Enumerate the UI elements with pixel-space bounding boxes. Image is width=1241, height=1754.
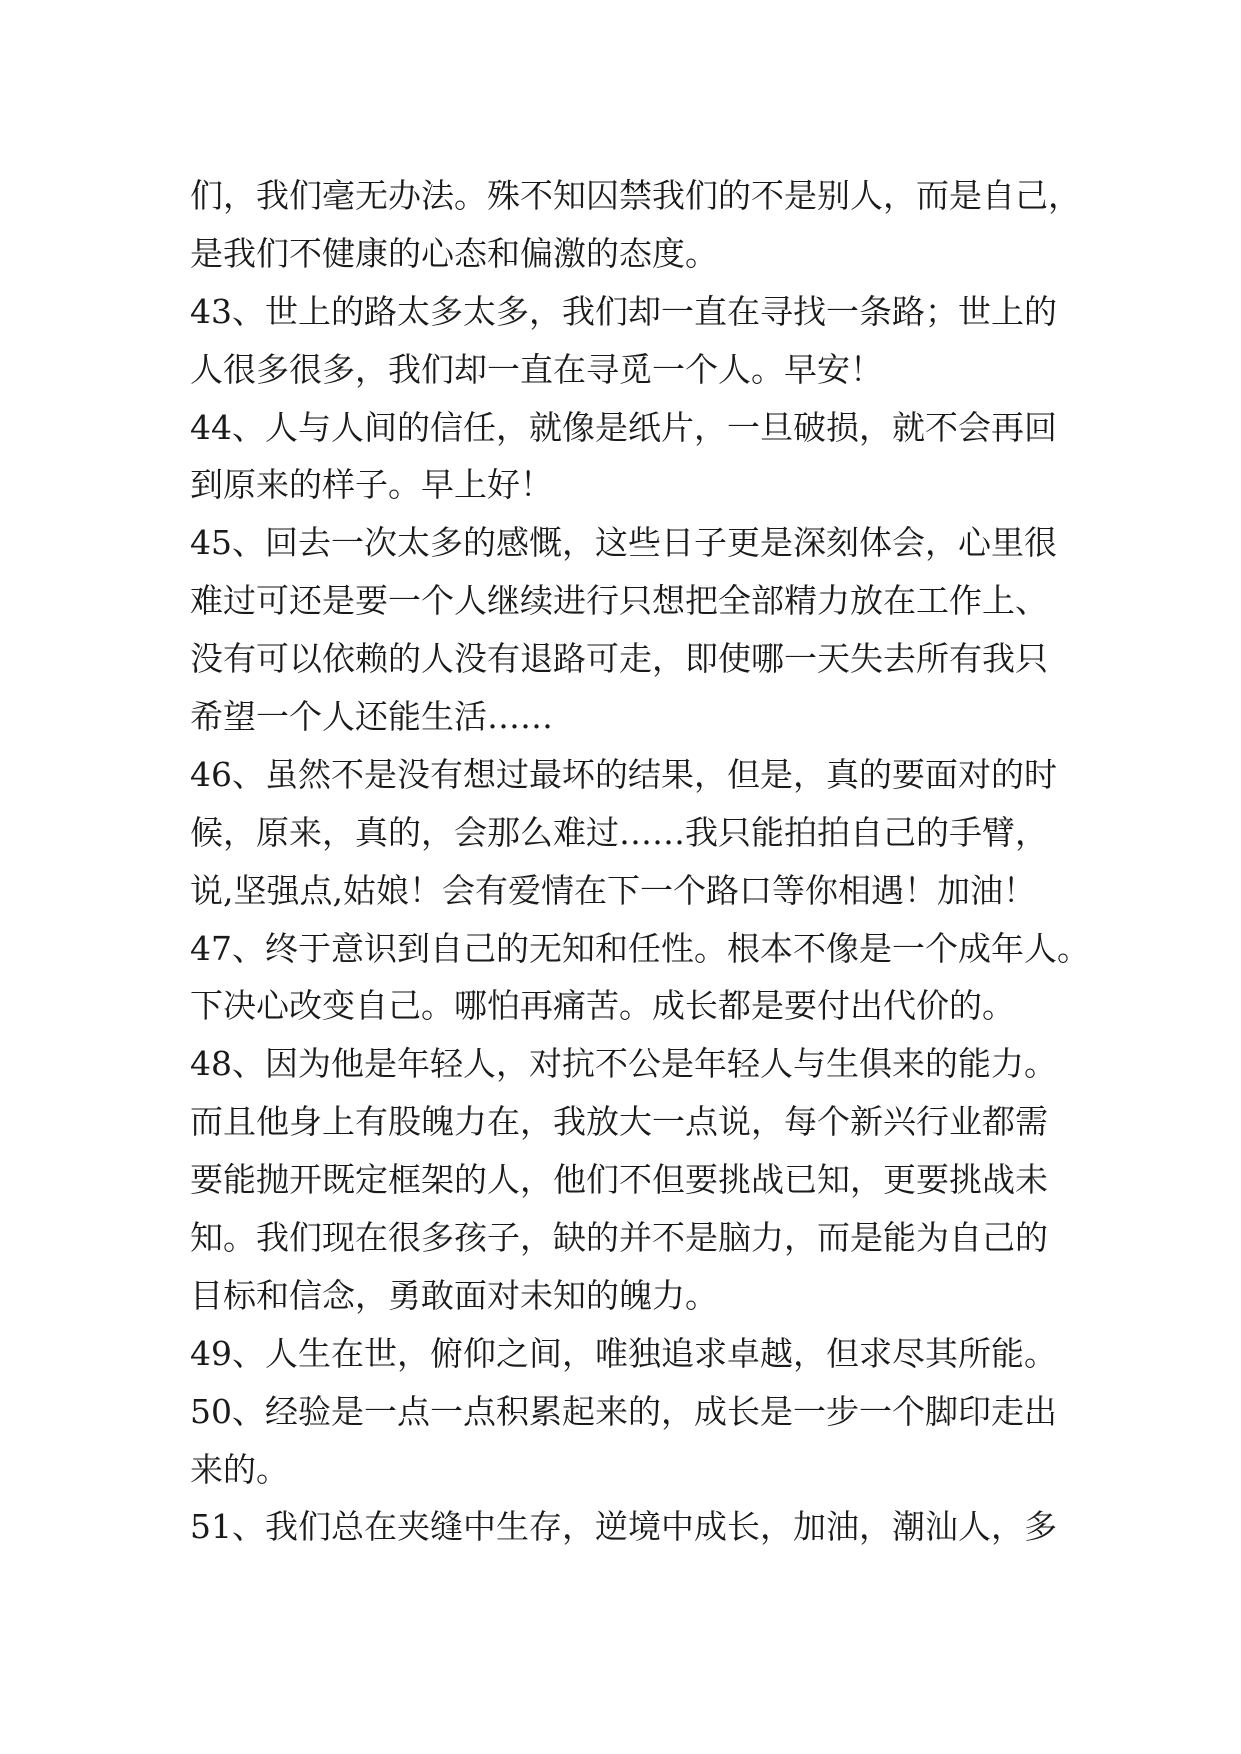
text-line: 难过可还是要一个人继续进行只想把全部精力放在工作上、 — [190, 581, 1048, 621]
text-line: 知。我们现在很多孩子，缺的并不是脑力，而是能为自己的 — [190, 1218, 1048, 1258]
text-line: 50、经验是一点一点积累起来的，成长是一步一个脚印走出 — [190, 1391, 1057, 1431]
text-line: 希望一个人还能生活…… — [190, 697, 553, 737]
text-line: 人很多很多，我们却一直在寻觅一个人。早安！ — [190, 349, 883, 389]
text-line: 46、虽然不是没有想过最坏的结果，但是，真的要面对的时 — [190, 754, 1057, 794]
text-line: 44、人与人间的信任，就像是纸片，一旦破损，就不会再回 — [190, 407, 1057, 447]
text-line: 来的。 — [190, 1449, 289, 1489]
text-line: 48、因为他是年轻人，对抗不公是年轻人与生俱来的能力。 — [190, 1044, 1057, 1084]
text-line: 49、人生在世，俯仰之间，唯独追求卓越，但求尽其所能。 — [190, 1333, 1057, 1373]
text-line: 候，原来，真的，会那么难过……我只能拍拍自己的手臂， — [190, 812, 1048, 852]
text-line: 是我们不健康的心态和偏激的态度。 — [190, 233, 718, 273]
text-line: 要能抛开既定框架的人，他们不但要挑战已知，更要挑战未 — [190, 1160, 1048, 1200]
text-line: 目标和信念，勇敢面对未知的魄力。 — [190, 1275, 718, 1315]
text-line: 说,坚强点,姑娘！会有爱情在下一个路口等你相遇！加油！ — [190, 870, 1036, 910]
text-line: 51、我们总在夹缝中生存，逆境中成长，加油，潮汕人，多 — [190, 1507, 1057, 1547]
text-line: 43、世上的路太多太多，我们却一直在寻找一条路；世上的 — [190, 291, 1057, 331]
text-line: 45、回去一次太多的感慨，这些日子更是深刻体会，心里很 — [190, 523, 1057, 563]
text-line: 下决心改变自己。哪怕再痛苦。成长都是要付出代价的。 — [190, 986, 1015, 1026]
document-body — [190, 167, 1090, 1556]
text-line: 47、终于意识到自己的无知和任性。根本不像是一个成年人。 — [190, 928, 1090, 968]
text-line: 没有可以依赖的人没有退路可走，即使哪一天失去所有我只 — [190, 639, 1048, 679]
text-line: 到原来的样子。早上好！ — [190, 465, 553, 505]
text-line: 而且他身上有股魄力在，我放大一点说，每个新兴行业都需 — [190, 1102, 1048, 1142]
text-line: 们，我们毫无办法。殊不知囚禁我们的不是别人，而是自己， — [190, 176, 1081, 215]
